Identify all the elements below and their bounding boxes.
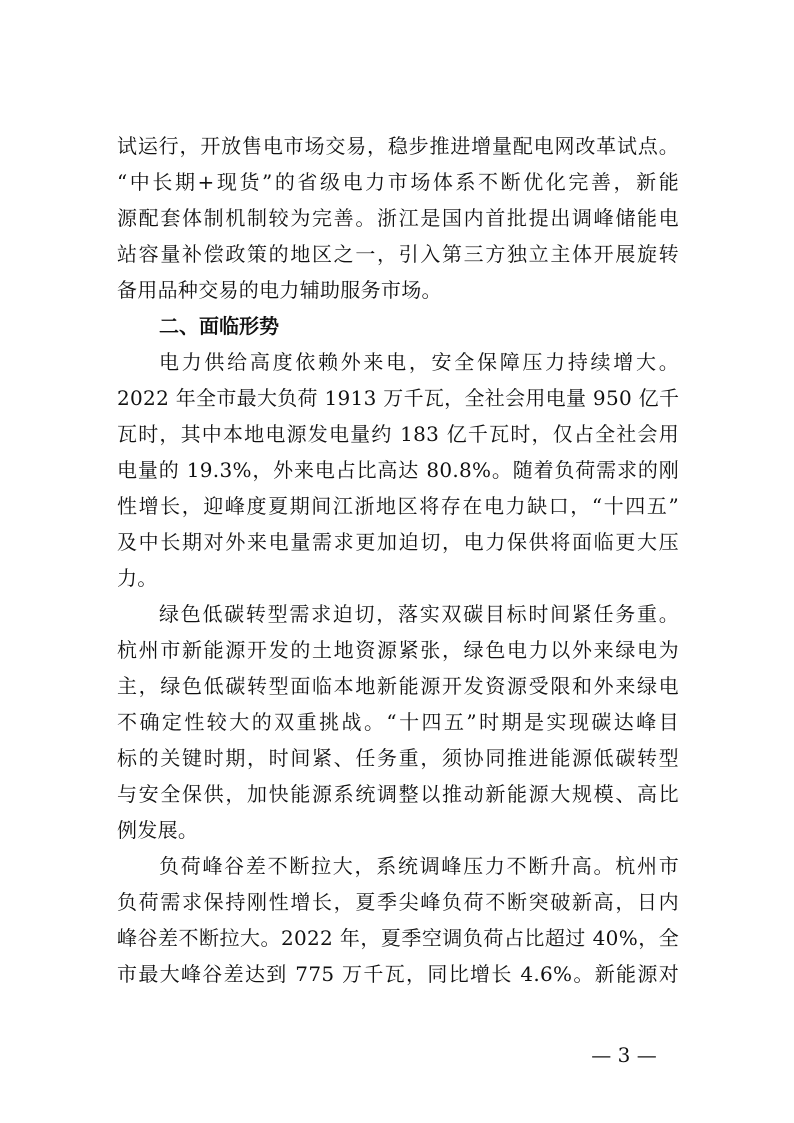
text-line: 瓦时，其中本地电源发电量约 183 亿千瓦时，仅占全社会用 — [117, 422, 679, 446]
text-line: 源配套体制机制较为完善。浙江是国内首批提出调峰储能电 — [117, 206, 679, 230]
text-line: 负荷需求保持刚性增长，夏季尖峰负荷不断突破新高，日内 — [117, 890, 679, 914]
text-line: 杭州市新能源开发的土地资源紧张，绿色电力以外来绿电为 — [117, 638, 679, 662]
text-line: 例发展。 — [117, 818, 199, 842]
text-line: 负荷峰谷差不断拉大，系统调峰压力不断升高。杭州市 — [159, 854, 679, 878]
paragraph-green-transition — [117, 596, 679, 848]
document-body — [117, 128, 679, 992]
text-line: 2022 年全市最大负荷 1913 万千瓦，全社会用电量 950 亿千 — [117, 386, 680, 410]
text-line: 性增长，迎峰度夏期间江浙地区将存在电力缺口，“十四五” — [117, 494, 679, 518]
text-line: 标的关键时期，时间紧、任务重，须协同推进能源低碳转型 — [117, 746, 679, 770]
paragraph-peak-load — [117, 848, 679, 992]
text-line: 市最大峰谷差达到 775 万千瓦，同比增长 4.6%。新能源对 — [117, 962, 679, 986]
text-line: 备用品种交易的电力辅助服务市场。 — [117, 278, 442, 302]
paragraph-market-reform — [117, 128, 679, 308]
text-line: 站容量补偿政策的地区之一，引入第三方独立主体开展旋转 — [117, 242, 679, 266]
page-number: — 3 — — [591, 1043, 657, 1067]
text-line: 及中长期对外来电量需求更加迫切，电力保供将面临更大压 — [117, 530, 679, 554]
paragraph-power-supply — [117, 344, 679, 596]
text-line: 电力供给高度依赖外来电，安全保障压力持续增大。 — [159, 350, 679, 374]
text-line: 电量的 19.3%，外来电占比高达 80.8%。随着负荷需求的刚 — [117, 458, 679, 482]
text-line: 主，绿色低碳转型面临本地新能源开发资源受限和外来绿电 — [117, 674, 679, 698]
text-line: 绿色低碳转型需求迫切，落实双碳目标时间紧任务重。 — [159, 602, 679, 626]
text-line: 不确定性较大的双重挑战。“十四五”时期是实现碳达峰目 — [117, 710, 679, 734]
text-line: 试运行，开放售电市场交易，稳步推进增量配电网改革试点。 — [117, 134, 679, 158]
text-line: “中长期+现货”的省级电力市场体系不断优化完善，新能 — [117, 170, 679, 194]
section-heading: 二、面临形势 — [159, 314, 279, 338]
text-line: 与安全保供，加快能源系统调整以推动新能源大规模、高比 — [117, 782, 679, 806]
text-line: 力。 — [117, 566, 158, 590]
text-line: 峰谷差不断拉大。2022 年，夏季空调负荷占比超过 40%，全 — [117, 926, 679, 950]
